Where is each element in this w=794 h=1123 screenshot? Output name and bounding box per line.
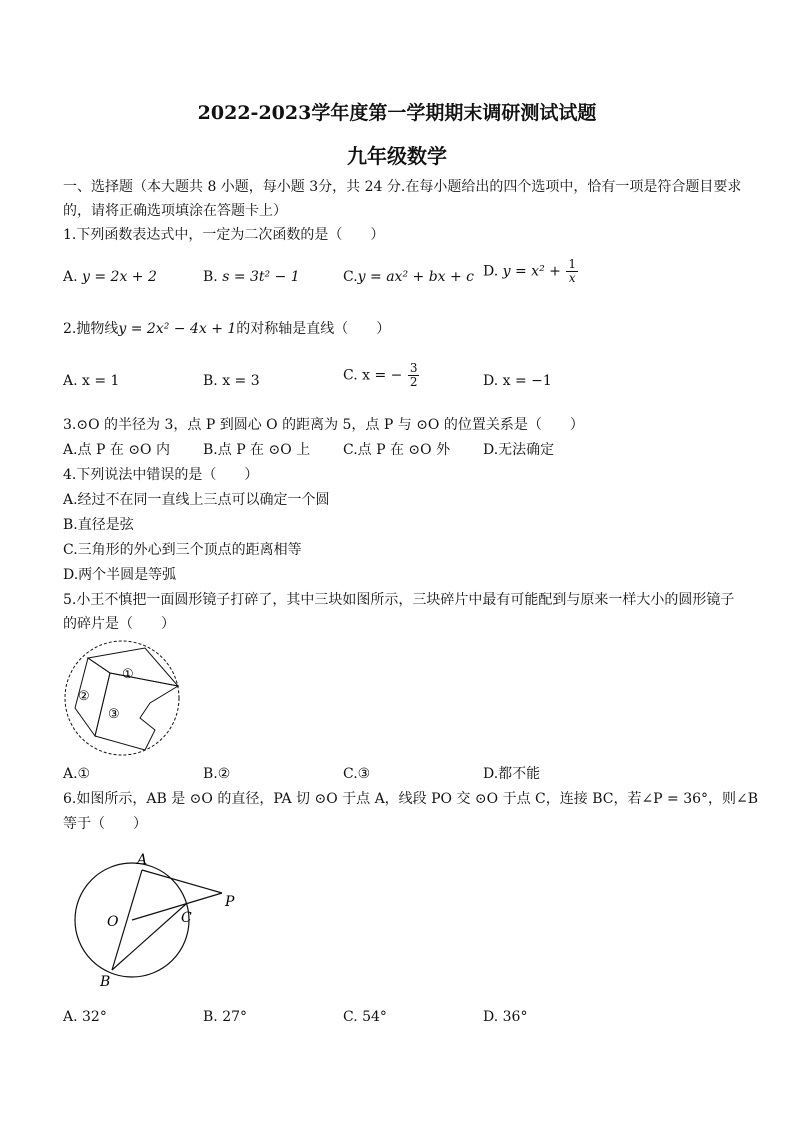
q2-option-a: A. x = 1 [63, 373, 120, 389]
q6-label-a: A [137, 852, 148, 868]
q4-option-a: A.经过不在同一直线上三点可以确定一个圆 [63, 492, 330, 508]
q1-option-c: C.y = ax² + bx + c [343, 269, 475, 285]
q6-label-p: P [225, 894, 235, 910]
q5-label-3: ③ [108, 707, 120, 722]
q6-option-a: A. 32° [63, 1009, 107, 1025]
q1-option-d: D. y = x² + $\frac{1}{x}$ [483, 257, 576, 285]
q1-option-b: B. s = 3t² − 1 [203, 269, 300, 285]
q6-stem-line2: 等于（ ） [63, 816, 147, 832]
section-intro-line2: 的，请将正确选项填涂在答题卡上） [63, 203, 287, 219]
q6-label-b: B [100, 974, 111, 990]
q6-option-c: C. 54° [343, 1009, 387, 1025]
q4-option-d: D.两个半圆是等弧 [63, 567, 177, 583]
q5-stem-line2: 的碎片是（ ） [63, 616, 175, 632]
q6-circle-figure [60, 848, 250, 993]
q5-option-d: D.都不能 [483, 766, 541, 782]
q3-option-b: B.点 P 在 ⊙O 上 [203, 442, 311, 458]
q6-stem-line1: 6.如图所示，AB 是 ⊙O 的直径，PA 切 ⊙O 于点 A，线段 PO 交 ⊙O 于点 C，连接 BC，若∠P = 36°，则∠B [63, 791, 759, 807]
q4-option-b: B.直径是弦 [63, 517, 134, 533]
q2-option-b: B. x = 3 [203, 373, 260, 389]
exam-title: 2022-2023学年度第一学期期末调研测试试题 [197, 102, 597, 124]
q5-option-a: A.① [63, 766, 91, 782]
q6-option-b: B. 27° [203, 1009, 248, 1025]
q5-mirror-figure [60, 638, 185, 758]
q5-option-c: C.③ [343, 766, 371, 782]
q6-tangent-pa [142, 870, 222, 893]
q5-label-1: ① [122, 667, 134, 682]
q1-option-d-fraction: $\frac{1}{x}$ [568, 257, 576, 285]
section-intro-line1: 一、选择题（本大题共 8 小题，每小题 3分，共 24 分.在每小题给出的四个选项中，恰有一项是符合题目要求 [63, 179, 742, 195]
q4-option-c: C.三角形的外心到三个顶点的距离相等 [63, 542, 302, 558]
q1-stem: 1.下列函数表达式中，一定为二次函数的是（ ） [63, 227, 385, 243]
q3-option-d: D.无法确定 [483, 442, 555, 458]
q3-option-a: A.点 P 在 ⊙O 内 [63, 442, 170, 458]
q2-stem: 2.抛物线y = 2x² − 4x + 1的对称轴是直线（ ） [63, 321, 391, 337]
q1-option-a: A. y = 2x + 2 [63, 269, 157, 285]
q6-label-c: C [181, 910, 192, 926]
q2-option-d: D. x = −1 [483, 373, 552, 389]
q2-option-c: C. x = − $\frac{3}{2}$ [343, 361, 418, 389]
q6-label-o: O [107, 914, 119, 930]
q3-option-c: C.点 P 在 ⊙O 外 [343, 442, 451, 458]
q4-stem: 4.下列说法中错误的是（ ） [63, 467, 259, 483]
exam-subtitle: 九年级数学 [347, 144, 447, 168]
q6-segment-po [132, 893, 222, 920]
q2-option-c-fraction: $\frac{3}{2}$ [409, 361, 418, 389]
q6-option-d: D. 36° [483, 1009, 528, 1025]
q5-option-b: B.② [203, 766, 231, 782]
q5-stem-line1: 5.小王不慎把一面圆形镜子打碎了，其中三块如图所示，三块碎片中最有可能配到与原来一样大小的圆形镜子 [63, 592, 735, 608]
q5-label-2: ② [78, 689, 90, 704]
q6-segment-bc [112, 904, 186, 970]
q3-stem: 3.⊙O 的半径为 3，点 P 到圆心 O 的距离为 5，点 P 与 ⊙O 的位置关系是（ ） [63, 417, 584, 433]
